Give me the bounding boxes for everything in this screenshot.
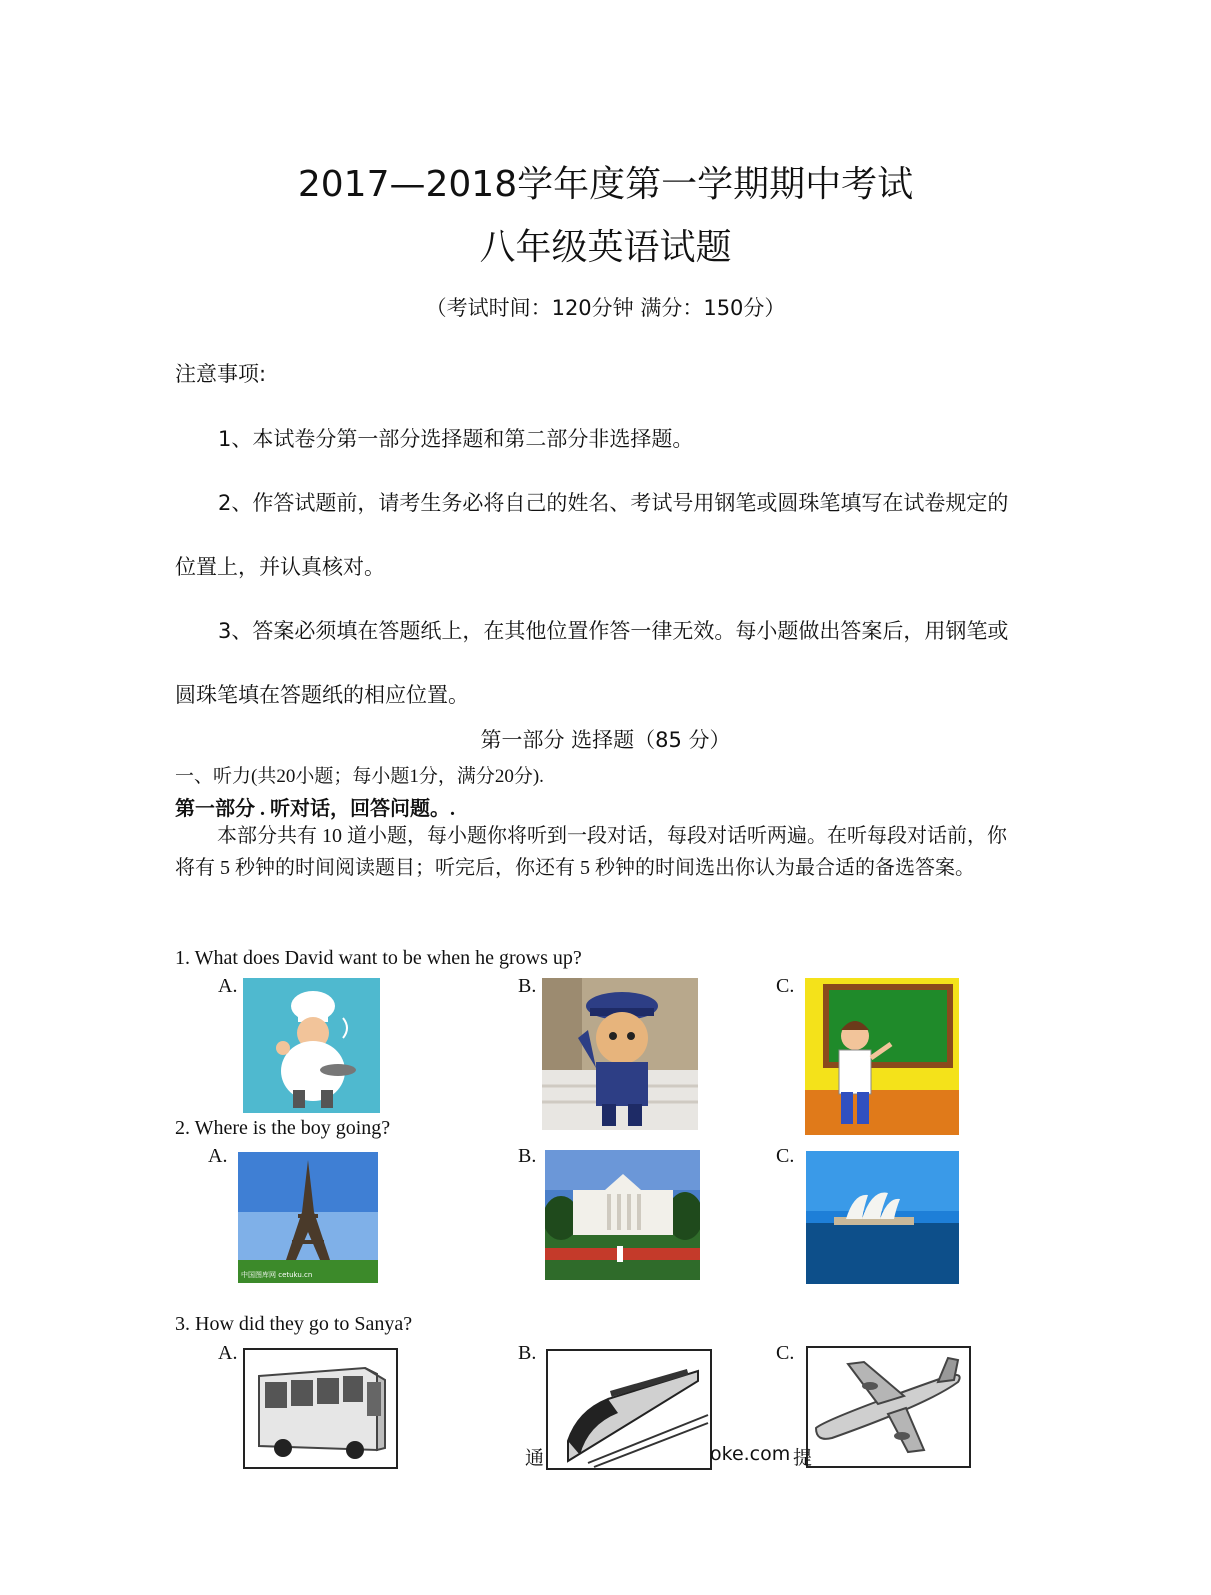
exam-info: （考试时间：120分钟 满分：150分） xyxy=(425,296,786,320)
question-3-text: 3. How did they go to Sanya? xyxy=(175,1313,413,1335)
q2-option-c-label: C. xyxy=(776,1145,795,1167)
q3-option-b-label: B. xyxy=(518,1342,537,1364)
instructions-paragraph: 本部分共有 10 道小题，每小题你将听到一段对话，每段对话听两遍。在听每段对话前，你将有 5 秒钟的时间阅读题目；听完后，你还有 5 秒钟的时间选出你认为最合适的备选答案。 xyxy=(175,825,1007,879)
footer-fragment-right: 提 xyxy=(793,1447,813,1469)
subsection-heading: 第一部分 . 听对话，回答问题。. xyxy=(175,798,455,820)
listening-section-heading: 一、听力(共20小题；每小题1分，满分20分). xyxy=(175,766,544,787)
chef-illustration[interactable] xyxy=(243,978,380,1113)
teacher-illustration[interactable] xyxy=(805,978,959,1135)
footer-fragment-left: 通 xyxy=(525,1447,545,1469)
q3-option-c-label: C. xyxy=(776,1342,795,1364)
eiffel-watermark: 中国图库网 cetuku.cn xyxy=(241,1271,313,1279)
note-item-1: 1、本试卷分第一部分选择题和第二部分非选择题。 xyxy=(218,427,694,451)
note-item-2-cont: 位置上，并认真核对。 xyxy=(175,555,385,579)
footer-fragment-url: oke.com xyxy=(710,1443,791,1465)
notes-heading: 注意事项: xyxy=(175,362,267,386)
train-image[interactable] xyxy=(546,1349,712,1470)
note-item-2: 2、作答试题前，请考生务必将自己的姓名、考试号用钢笔或圆珠笔填写在试卷规定的 xyxy=(218,491,1009,515)
q2-option-b-label: B. xyxy=(518,1145,537,1167)
white-house-photo[interactable] xyxy=(545,1150,700,1280)
note-item-3-cont: 圆珠笔填在答题纸的相应位置。 xyxy=(175,683,469,707)
q2-option-a-label: A. xyxy=(208,1145,228,1167)
police-officer-illustration[interactable] xyxy=(542,978,698,1130)
q3-option-a-label: A. xyxy=(218,1342,238,1364)
eiffel-tower-photo[interactable] xyxy=(238,1152,378,1283)
question-2-text: 2. Where is the boy going? xyxy=(175,1117,391,1139)
sydney-opera-house-photo[interactable] xyxy=(806,1151,959,1284)
part1-heading: 第一部分 选择题（85 分） xyxy=(480,728,731,752)
q1-option-c-label: C. xyxy=(776,975,795,997)
exam-subject: 八年级英语试题 xyxy=(479,227,732,268)
airplane-image[interactable] xyxy=(806,1346,971,1468)
exam-title: 2017—2018学年度第一学期期中考试 xyxy=(297,164,914,205)
q1-option-b-label: B. xyxy=(518,975,537,997)
q1-option-a-label: A. xyxy=(218,975,238,997)
question-1-text: 1. What does David want to be when he grows up? xyxy=(175,947,582,969)
bus-image[interactable] xyxy=(243,1348,398,1469)
note-item-3: 3、答案必须填在答题纸上，在其他位置作答一律无效。每小题做出答案后，用钢笔或 xyxy=(218,619,1009,643)
